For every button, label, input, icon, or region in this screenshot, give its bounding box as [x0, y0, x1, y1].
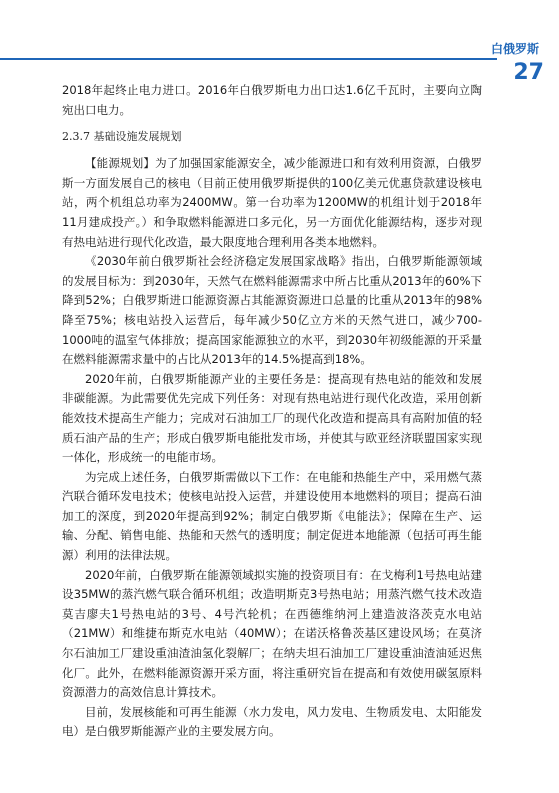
paragraph: 2018年起终止电力进口。2016年白俄罗斯电力出口达1.6亿千瓦时，主要向立陶宛出口电力。	[62, 83, 482, 117]
section-heading: 2.3.7 基础设施发展规划	[62, 130, 182, 144]
paragraph: 为完成上述任务，白俄罗斯需做以下工作：在电能和热能生产中，采用燃气蒸汽联合循环发电技术；使核电站投入运营，并建设使用本地燃料的项目；提高石油加工的深度，到2020年提高到92%；制定白俄罗斯《电能法》；保障在生产、运输、分配、销售电能、热能和天然气的透明度；制定促进本地能源（包括可再生能源）利用的法律法规。	[62, 469, 482, 563]
running-header-title: 白俄罗斯	[490, 42, 539, 56]
paragraph: 2020年前，白俄罗斯能源产业的主要任务是：提高现有热电站的能效和发展非碳能源。为此需要优先完成下列任务：对现有热电站进行现代化改造，采用创新能效技术提高生产能力；完成对石油加工厂的现代化改造和提高具有高附加值的轻质石油产品的生产；形成白俄罗斯电能批发市场，并使其与欧亚经济联盟国家实现一体化，形成统一的电能市场。	[62, 371, 482, 465]
paragraph: 《2030年前白俄罗斯社会经济稳定发展国家战略》指出，白俄罗斯能源领域的发展目标为：到2030年，天然气在燃料能源需求中所占比重从2013年的60%下降到52%；白俄罗斯进口能源资源占其能源资源进口总量的比重从2013年的98%降至75%；核电站投入运营后，每年减少50亿立方米的天然气进口，减少700-1000吨的温室气体排放；提高国家能源独立的水平，到2030年初级能源的开采量在燃料能源需求量中的占比从2013年的14.5%提高到18%。	[62, 254, 482, 367]
paragraph: 2020年前，白俄罗斯在能源领域拟实施的投资项目有：在戈梅利1号热电站建设35MW的蒸汽燃气联合循环机组；改造明斯克3号热电站；用蒸汽燃气技术改造莫吉廖夫1号热电站的3号、4号汽轮机；在西德维纳河上建造波洛茨克水电站（21MW）和维捷布斯克水电站（40MW）；在诺沃格鲁茨基区建设风场；在莫济尔石油加工厂建设重油渣油氢化裂解厂；在纳夫坦石油加工厂建设重油渣油延迟焦化厂。此外，在燃料能源资源开采方面，将注重研究旨在提高和有效使用碳氢原料资源潜力的高效信息计算技术。	[62, 567, 482, 700]
page-number: 27	[513, 60, 544, 85]
paragraph: 目前，发展核能和可再生能源（水力发电，风力发电、生物质发电、太阳能发电）是白俄罗斯能源产业的主要发展方向。	[62, 704, 482, 739]
page-body	[62, 81, 482, 742]
header-rule	[0, 58, 497, 60]
paragraph: 【能源规划】为了加强国家能源安全，减少能源进口和有效利用资源，白俄罗斯一方面发展自己的核电（目前正使用俄罗斯提供的100亿美元优惠贷款建设核电站，两个机组总功率为2400MW。第一台功率为1200MW的机组计划于2018年11月建成投产。）和争取燃料能源进口多元化，另一方面优化能源结构，逐步对现有热电站进行现代化改造，最大限度地合理利用各类本地燃料。	[62, 156, 482, 249]
